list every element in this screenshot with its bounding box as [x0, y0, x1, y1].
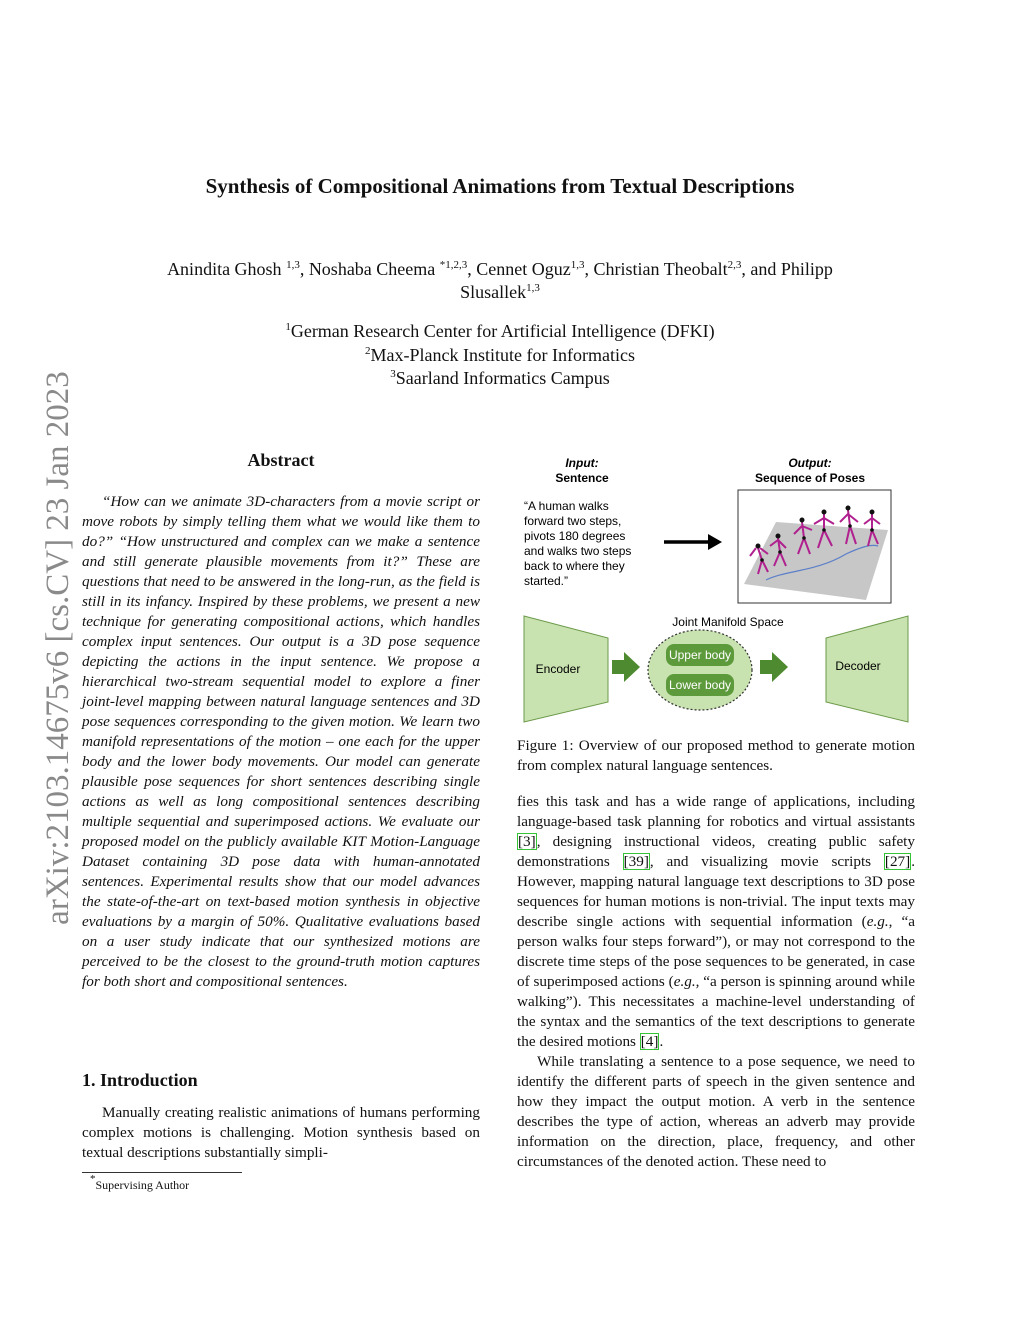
figure-caption: Figure 1: Overview of our proposed method to generate motion from complex natural language sentences. — [517, 737, 915, 774]
figure-diagram — [516, 452, 916, 732]
sentence-line: and walks two steps — [524, 544, 632, 558]
text-run: . — [659, 1033, 664, 1050]
footnote — [90, 1173, 190, 1193]
sentence-line: forward two steps, — [524, 514, 622, 528]
text-run: fies this task and has a wide range of applications, including language-based task planning for robotics and virtual assistants — [517, 793, 915, 830]
text-run: . However, mapping natural language text descriptions to 3D pose sequences for human motions is non-trivial. The input texts may describe single actions with sequential information ( — [517, 853, 915, 930]
affiliation — [100, 344, 900, 368]
decoder-label: Decoder — [835, 659, 881, 673]
footnote-text: Supervising Author — [95, 1178, 190, 1192]
input-sublabel: Sentence — [555, 471, 609, 485]
affiliation — [100, 367, 900, 391]
citation-link[interactable]: [27] — [884, 853, 911, 870]
affiliation-text: German Research Center for Artificial Intelligence (DFKI) — [290, 321, 715, 341]
paper-title: Synthesis of Compositional Animations from Textual Descriptions — [205, 174, 795, 198]
lower-body-label: Lower body — [668, 678, 732, 692]
abstract-text: “How can we animate 3D-characters from a movie script or move robots by simply telling them what we would like them to do?” “How unstructured and complex can we make a sentence and still generate plausible movements from it?” These are questions that need to be answered in the long-run, as the field is still in its infancy. Inspired by these problems, we present a new technique for generating compositional actions, which handles complex input sentences. Our output is a 3D pose sequence depicting the actions in the input sentence. We propose a hierarchical two-stream sequential model to explore a finer joint-level mapping between natural language sentences and 3D pose sequences corresponding to the given motion. We learn two manifold representations of the motion – one each for the upper body and the lower body movements. Our model can generate plausible pose sequences for short sentences describing single actions as well as long compositional sentences describing multiple sequential and superimposed actions. We evaluate our proposed model on the publicly available KIT Motion-Language Dataset containing 3D pose data with human-annotated sentences. Experimental results show that our model advances the state-of-the-art on text-based motion synthesis in objective evaluations by a margin of 50%. Qualitative evaluations based on a user study indicate that our synthesized motions are perceived to be the closest to the ground-truth motion captures for both short and compositional sentences. — [82, 493, 480, 990]
upper-body-label: Upper body — [668, 648, 732, 662]
manifold-ellipse — [648, 630, 752, 710]
author-affil-sup: 2,3 — [727, 259, 742, 271]
citation-link[interactable]: [4] — [640, 1033, 659, 1050]
input-label: Input: — [565, 456, 599, 470]
sentence-line: back to where they — [524, 559, 625, 573]
text-run: , designing instructional videos, creating public safety demonstrations — [517, 833, 915, 870]
output-label: Output: — [788, 456, 832, 470]
text-run: , “a person walks four steps forward”), or may not correspond to the discrete time steps of the pose sequences to be generated, in case of superimposed actions ( — [517, 913, 915, 990]
author-affil-sup: 1,3 — [526, 282, 540, 294]
encoder-label: Encoder — [535, 662, 581, 676]
footnote-mark: * — [90, 1173, 96, 1185]
affiliation-text: Saarland Informatics Campus — [395, 368, 610, 388]
text-run: , and visualizing movie scripts — [649, 853, 884, 870]
author-affil-sup: *1,2,3 — [439, 259, 468, 271]
affiliation — [100, 320, 900, 344]
affiliation-text: Max-Planck Institute for Informatics — [370, 344, 635, 365]
right-column-text — [517, 792, 915, 1172]
author-text: , Christian Theobalt — [584, 259, 728, 279]
paragraph — [517, 792, 915, 1052]
author-text: Anindita Ghosh — [167, 259, 287, 279]
text-run-italic: e.g. — [673, 973, 696, 990]
affiliation-sup: 1 — [285, 321, 291, 333]
text-run-italic: e.g. — [866, 913, 889, 930]
citation-link[interactable]: [3] — [518, 833, 536, 850]
author-text: , and Philipp — [741, 259, 833, 279]
sentence-line: “A human walks — [524, 499, 609, 513]
intro-text: Manually creating realistic animations of humans performing complex motions is challenging. Motion synthesis based on textual descriptions substantially simpli- — [82, 1104, 480, 1161]
author-text: Slusallek — [460, 282, 527, 302]
decoder-arrow-icon — [760, 652, 788, 682]
arxiv-identifier: arXiv:2103.14675v6 [cs.CV] 23 Jan 2023 — [40, 371, 76, 925]
encoder-arrow-icon — [612, 652, 640, 682]
intro-heading: 1. Introduction — [82, 1070, 198, 1090]
manifold-label: Joint Manifold Space — [672, 615, 784, 629]
sentence-line: pivots 180 degrees — [524, 529, 626, 543]
pose-sequence-image — [738, 490, 891, 603]
footnote-rule — [82, 1172, 242, 1173]
author-list — [100, 258, 900, 304]
text-run: , “a person is spinning around while walking”). This necessitates a machine-level understanding of the syntax and the semantics of the text descriptions to generate the desired motions — [517, 973, 915, 1050]
abstract-heading: Abstract — [247, 450, 315, 470]
figure-overview — [516, 452, 916, 732]
sentence-line: started.” — [524, 574, 569, 588]
author-text: , Cennet Oguz — [467, 259, 571, 279]
author-affil-sup: 1,3 — [286, 259, 300, 271]
output-arrow-icon — [664, 534, 722, 550]
author-text: , Noshaba Cheema — [299, 259, 440, 279]
affiliation-list — [100, 320, 900, 391]
paragraph: While translating a sentence to a pose sequence, we need to identify the different parts of speech in the given sentence and how they impact the output motion. A verb in the sentence describes the type of action, whereas an adverb may provide information on the direction, place, frequency, and other circumstances of the denoted action. These need to — [517, 1053, 915, 1170]
citation-link[interactable]: [39] — [623, 853, 649, 870]
output-sublabel: Sequence of Poses — [754, 471, 866, 485]
affiliation-sup: 3 — [390, 368, 396, 380]
author-affil-sup: 1,3 — [570, 259, 585, 271]
affiliation-sup: 2 — [365, 344, 371, 357]
